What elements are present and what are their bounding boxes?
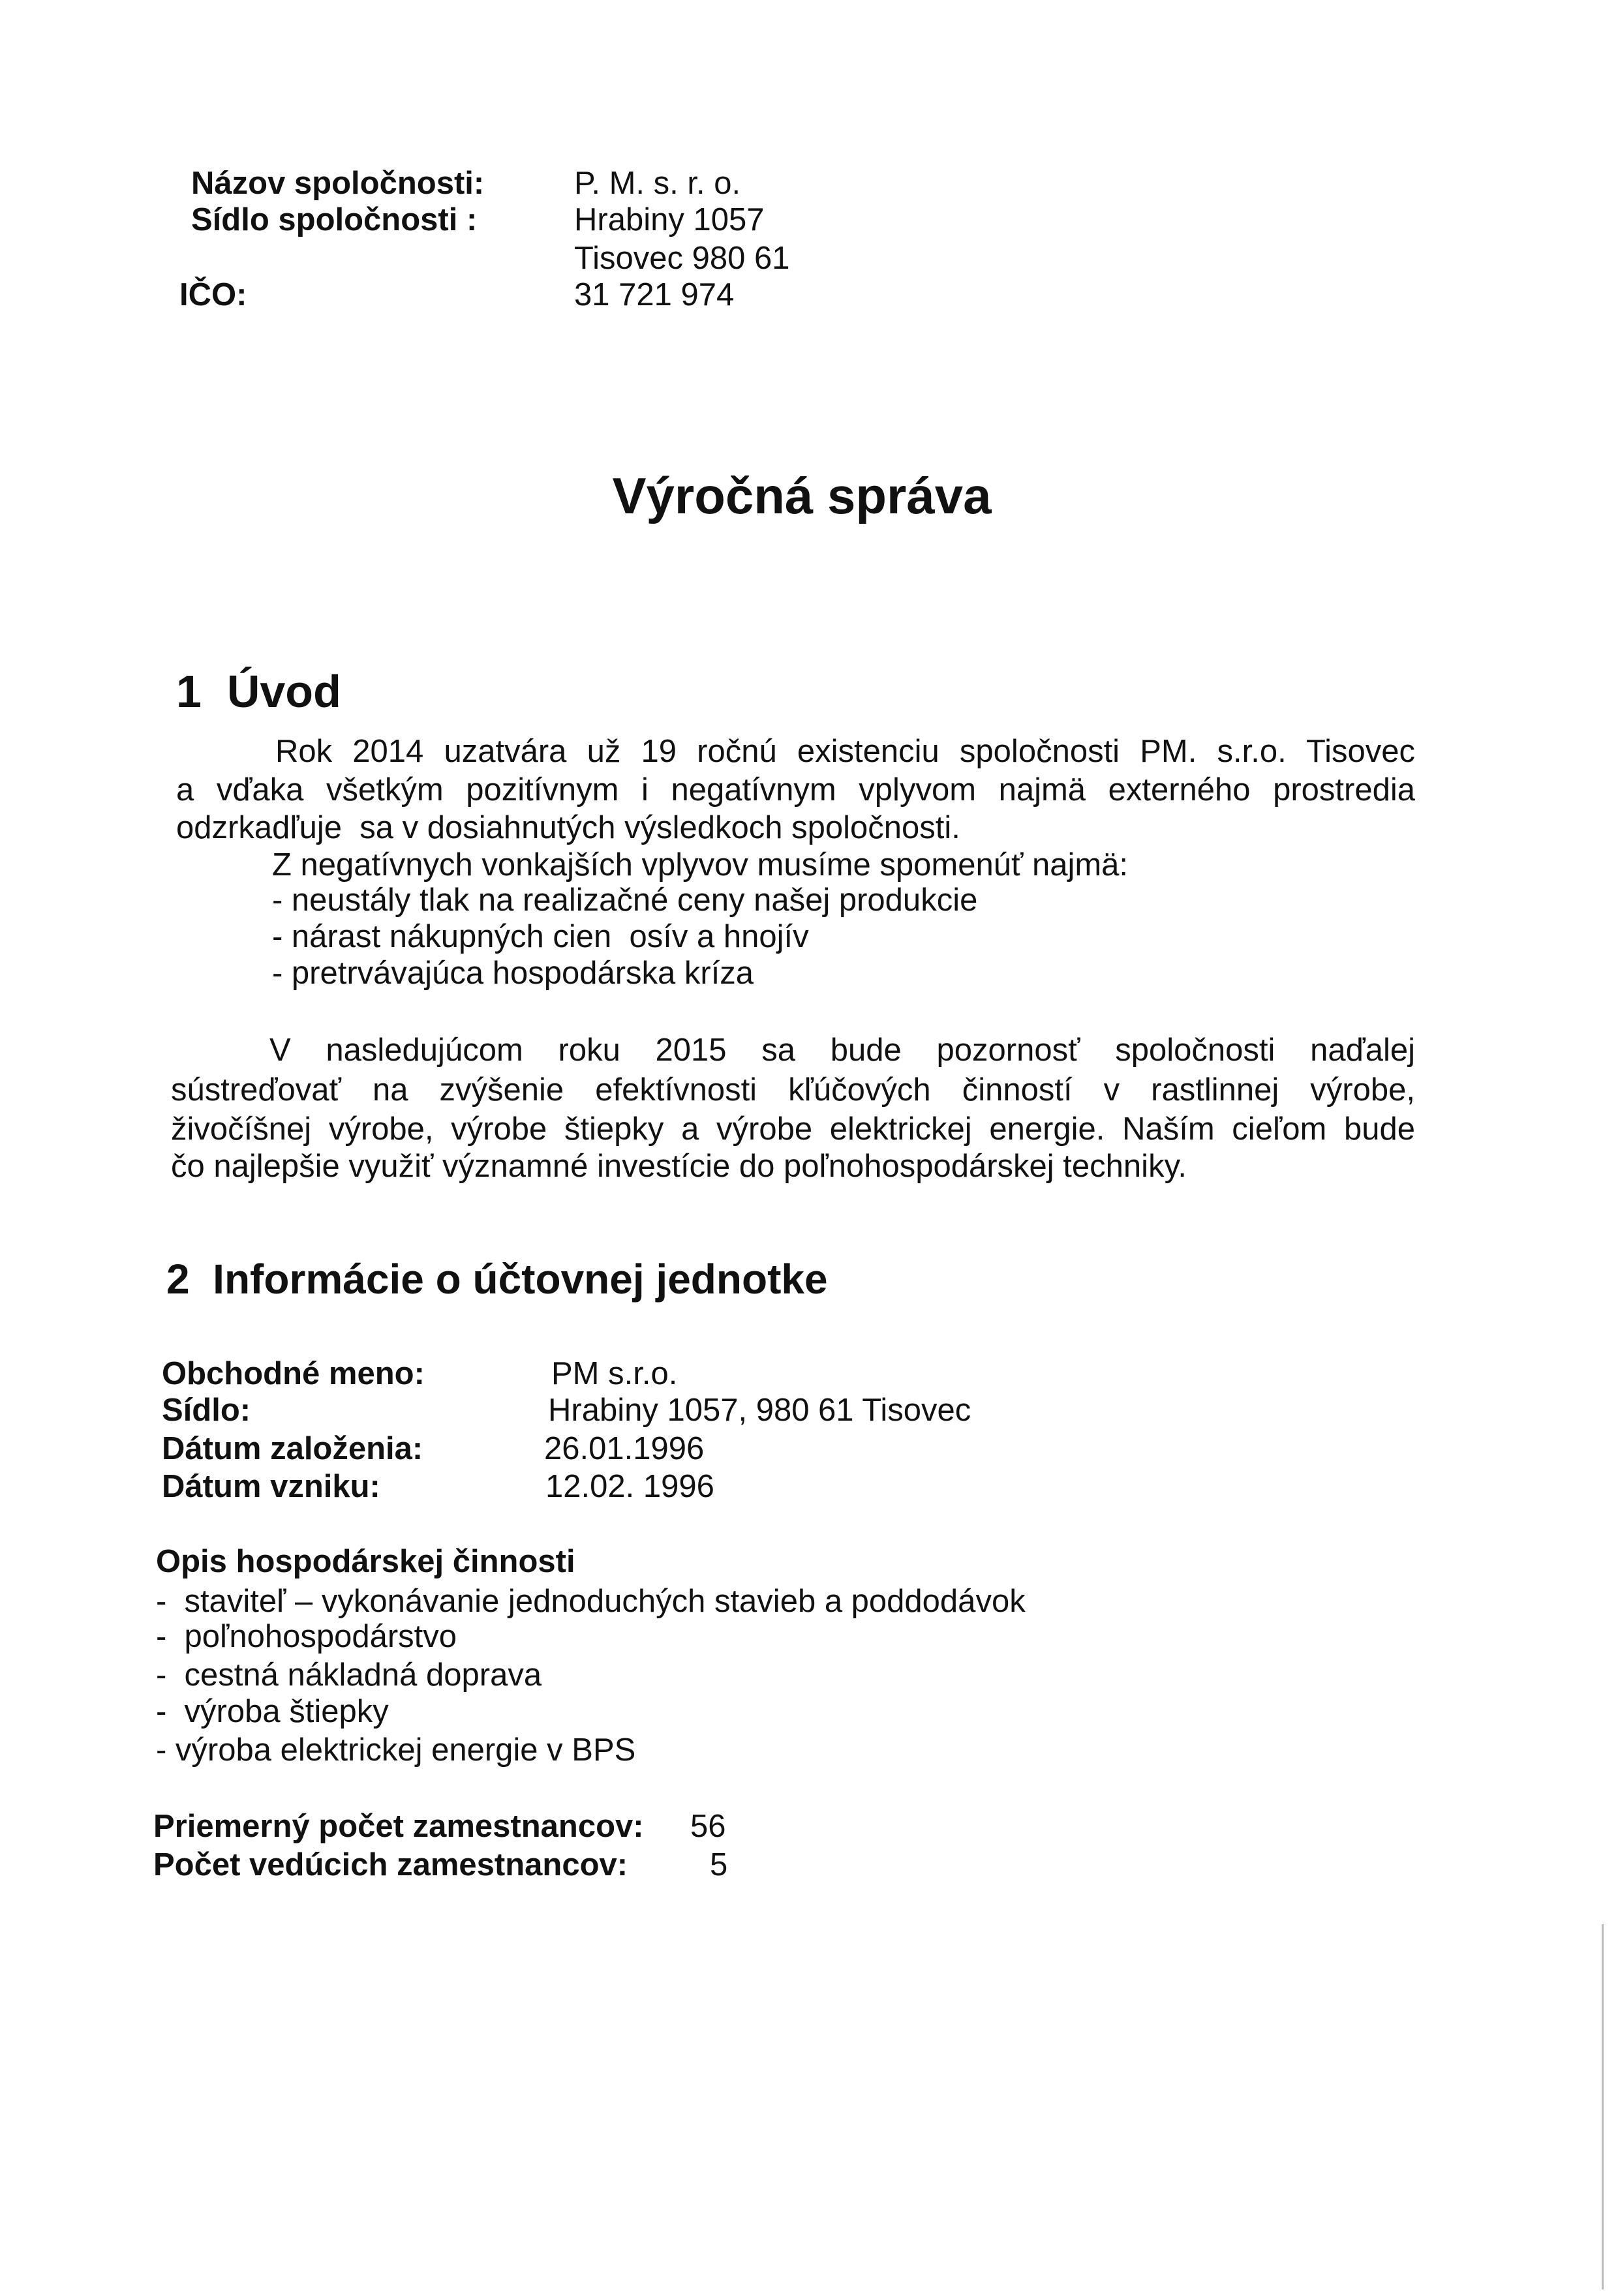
para2-line: čo najlepšie využiť významné investície do poľnohospodárskej techniky. [171, 1149, 1187, 1184]
activity-item: - poľnohospodárstvo [156, 1619, 457, 1654]
scan-edge-divider [1602, 1924, 1604, 2289]
para2-line: sústreďovať na zvýšenie efektívnosti kľúčových činností v rastlinnej výrobe, [171, 1072, 1415, 1108]
negatives-intro: Z negatívnych vonkajších vplyvov musíme spomenúť najmä: [272, 847, 1129, 883]
para1-line: odzrkadľuje sa v dosiahnutých výsledkoch spoločnosti. [176, 810, 960, 845]
info-value: 12.02. 1996 [545, 1469, 714, 1504]
activity-item: - výroba elektrickej energie v BPS [156, 1732, 636, 1768]
document-title: Výročná správa [612, 467, 992, 524]
seat-label: Sídlo spoločnosti : [191, 202, 478, 237]
avg-employees-value: 56 [690, 1809, 726, 1844]
managers-label: Počet vedúcich zamestnancov: [153, 1847, 628, 1882]
activity-item: - cestná nákladná doprava [156, 1657, 542, 1693]
info-value: Hrabiny 1057, 980 61 Tisovec [548, 1393, 971, 1428]
ico-label: IČO: [179, 277, 247, 312]
activity-item: - výroba štiepky [156, 1694, 389, 1729]
company-name-value: P. M. s. r. o. [574, 166, 741, 201]
para1-line: a vďaka všetkým pozitívnym i negatívnym vplyvom najmä externého prostredia [176, 772, 1415, 808]
para1-line: Rok 2014 uzatvára už 19 ročnú existenciu spoločnosti PM. s.r.o. Tisovec [275, 734, 1415, 769]
negative-item: - neustály tlak na realizačné ceny našej produkcie [272, 883, 978, 918]
info-value: 26.01.1996 [544, 1431, 705, 1466]
info-label: Obchodné meno: [162, 1356, 425, 1391]
negative-item: - pretrvávajúca hospodárska kríza [272, 956, 754, 991]
activity-item: - staviteľ – vykonávanie jednoduchých stavieb a poddodávok [156, 1584, 1026, 1619]
info-value: PM s.r.o. [551, 1356, 678, 1391]
negative-item: - nárast nákupných cien osív a hnojív [272, 919, 809, 954]
seat-line1: Hrabiny 1057 [574, 202, 765, 237]
activities-heading: Opis hospodárskej činnosti [156, 1544, 575, 1579]
para2-line: živočíšnej výrobe, výrobe štiepky a výrobe elektrickej energie. Naším cieľom bude [171, 1111, 1415, 1147]
para2-line: V nasledujúcom roku 2015 sa bude pozornosť spoločnosti naďalej [269, 1033, 1415, 1068]
info-label: Sídlo: [162, 1393, 251, 1428]
ico-value: 31 721 974 [574, 277, 735, 312]
section2-heading: 2 Informácie o účtovnej jednotke [166, 1256, 828, 1303]
info-label: Dátum založenia: [162, 1431, 423, 1466]
avg-employees-label: Priemerný počet zamestnancov: [153, 1809, 644, 1844]
section1-heading: 1 Úvod [176, 666, 341, 717]
info-label: Dátum vzniku: [162, 1469, 380, 1504]
seat-line2: Tisovec 980 61 [574, 241, 790, 276]
managers-value: 5 [710, 1847, 728, 1882]
company-name-label: Názov spoločnosti: [191, 166, 485, 201]
